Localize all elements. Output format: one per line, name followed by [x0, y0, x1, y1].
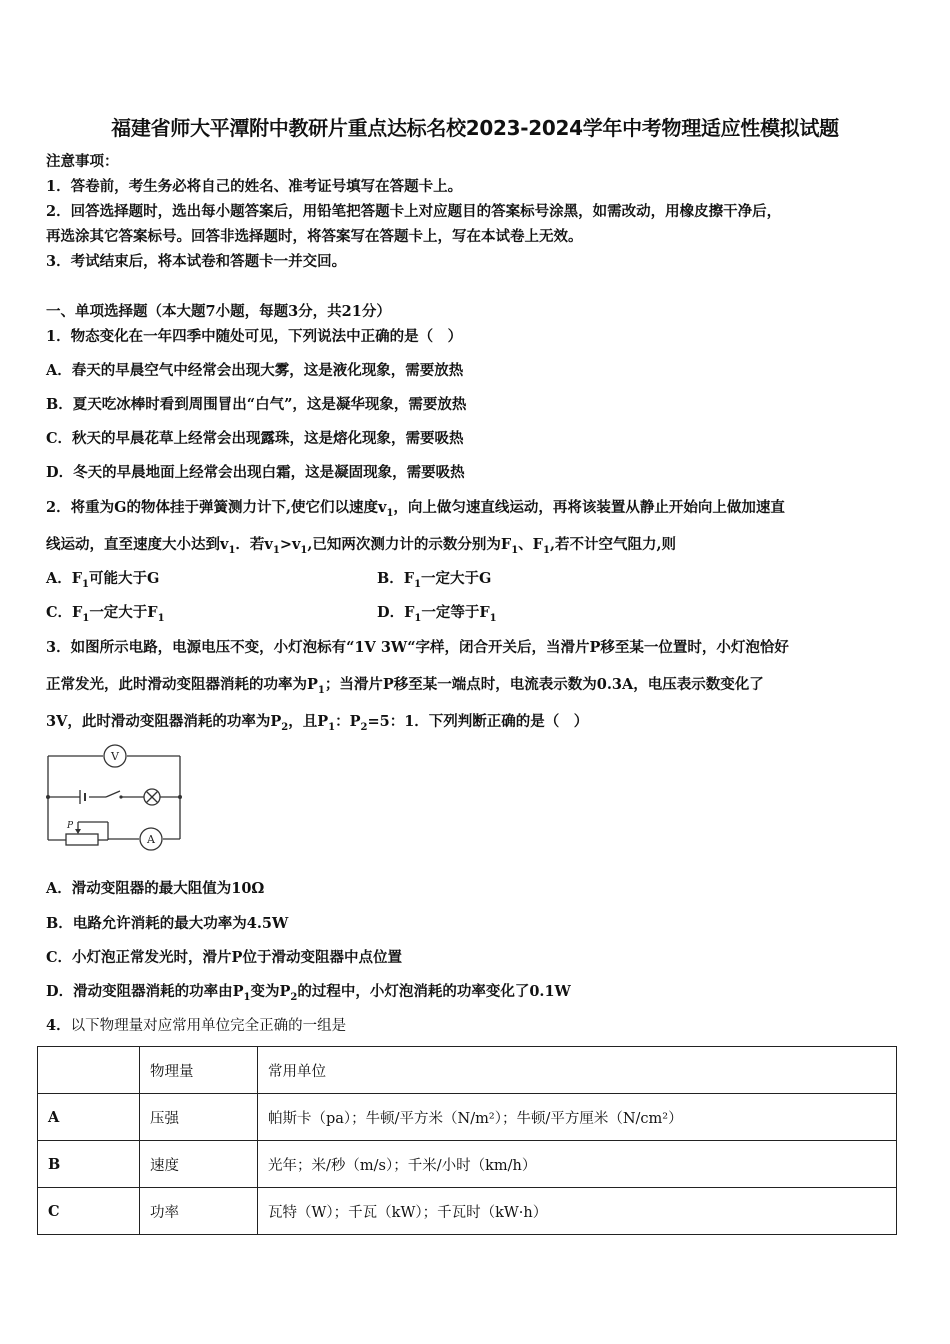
q3-text: ，且P — [288, 713, 329, 730]
table-row — [38, 1141, 897, 1188]
q1-option-b: B．夏天吃冰棒时看到周围冒出“白气”，这是凝华现象，需要放热 — [46, 396, 467, 413]
table-header-row — [38, 1047, 897, 1094]
q2-sub: 1 — [542, 544, 550, 556]
switch-lever — [106, 791, 120, 797]
q2-option-c — [46, 603, 165, 623]
q2-sub: 1 — [511, 544, 519, 556]
slider-label: P — [66, 821, 74, 831]
q3-text: 的过程中，小灯泡消耗的功率变化了0.1W — [297, 983, 571, 1000]
slider-arrowhead — [75, 829, 81, 834]
q2-text: 一定大于F — [89, 604, 158, 621]
q2-text: 一定等于F — [421, 604, 490, 621]
notice-item-3: 3．考试结束后，将本试卷和答题卡一并交回。 — [46, 253, 347, 270]
q2-text: ,若不计空气阻力,则 — [549, 536, 677, 553]
q3-stem-line3 — [46, 712, 588, 732]
circuit-diagram — [40, 742, 190, 854]
q4-stem — [46, 1016, 346, 1036]
table-cell-quantity: 功率 — [140, 1188, 258, 1235]
q2-sub: 1 — [414, 578, 422, 590]
notice-item-1: 1．答卷前，考生务必将自己的姓名、准考证号填写在答题卡上。 — [46, 178, 463, 195]
table-cell-quantity: 速度 — [140, 1141, 258, 1188]
q3-text: ；当滑片P移至某一端点时，电流表示数为0.3A，电压表示数变化了 — [324, 676, 764, 693]
table-cell-option: A — [38, 1094, 140, 1141]
q2-sub: 1 — [272, 544, 280, 556]
q3-option-a: A．滑动变阻器的最大阻值为10Ω — [46, 880, 265, 897]
q3-sub: 2 — [281, 721, 289, 733]
q2-text: >v — [279, 536, 301, 553]
q2-sub: 1 — [157, 612, 165, 624]
table-cell-option: C — [38, 1188, 140, 1235]
q2-sub: 1 — [489, 612, 497, 624]
notice-item-2b: 再选涂其它答案标号。回答非选择题时，将答案写在答题卡上，写在本试卷上无效。 — [46, 228, 583, 245]
table-cell-units: 帕斯卡（pa）；牛顿/平方米（N/m²）；牛顿/平方厘米（N/cm²） — [258, 1094, 897, 1141]
q2-option-d — [377, 603, 497, 623]
notice-heading: 注意事项： — [46, 153, 119, 170]
table-cell-quantity: 压强 — [140, 1094, 258, 1141]
q2-stem-line2 — [46, 535, 676, 555]
q2-text: 一定大于G — [421, 570, 492, 587]
rheostat — [66, 834, 98, 845]
q3-text: D．滑动变阻器消耗的功率由P — [46, 983, 244, 1000]
ammeter-label: A — [147, 833, 155, 846]
section-heading: 一、单项选择题（本大题7小题，每题3分，共21分） — [46, 303, 391, 320]
table-header-cell: 常用单位 — [258, 1047, 897, 1094]
q3-text: 变为P — [250, 983, 291, 1000]
q3-text: 3V，此时滑动变阻器消耗的功率为P — [46, 713, 282, 730]
q2-sub: 1 — [386, 507, 394, 519]
q1-option-c: C．秋天的早晨花草上经常会出现露珠，这是熔化现象，需要吸热 — [46, 430, 464, 447]
q1-stem: 1．物态变化在一年四季中随处可见，下列说法中正确的是（ ） — [46, 328, 463, 345]
q2-text: A．F — [46, 570, 83, 587]
q2-text: 可能大于G — [89, 570, 160, 587]
table-row — [38, 1188, 897, 1235]
q1-option-a: A．春天的早晨空气中经常会出现大雾，这是液化现象，需要放热 — [46, 362, 464, 379]
q4-number: 4． — [46, 1017, 71, 1034]
switch-contact — [119, 795, 122, 798]
q3-stem-line2 — [46, 675, 764, 695]
q2-text: ．若v — [235, 536, 273, 553]
q2-text: 、F — [518, 536, 543, 553]
q2-text: 2．将重为G的物体挂于弹簧测力计下,使它们以速度v — [46, 499, 387, 516]
table-cell-units: 瓦特（W）；千瓦（kW）；千瓦时（kW·h） — [258, 1188, 897, 1235]
q2-text: 线运动，直至速度大小达到v — [46, 536, 229, 553]
q2-stem-line1 — [46, 498, 785, 518]
q3-option-d — [46, 982, 571, 1002]
q2-sub: 1 — [414, 612, 422, 624]
q3-stem-line1: 3．如图所示电路，电源电压不变，小灯泡标有“1V 3W“字样，闭合开关后，当滑片P移至某一位置时，小灯泡恰好 — [46, 639, 789, 656]
junction-dot — [46, 795, 50, 799]
q3-option-b: B．电路允许消耗的最大功率为4.5W — [46, 915, 289, 932]
q3-sub: 2 — [290, 991, 298, 1003]
table-row — [38, 1094, 897, 1141]
q4-text: 以下物理量对应常用单位完全正确的一组是 — [70, 1018, 347, 1034]
q2-sub: 1 — [300, 544, 308, 556]
q2-sub: 1 — [228, 544, 236, 556]
q3-sub: 1 — [328, 721, 336, 733]
notice-item-2a: 2．回答选择题时，选出每小题答案后，用铅笔把答题卡上对应题目的答案标号涂黑，如需改动，用橡皮擦干净后， — [46, 203, 782, 220]
q3-text: 正常发光，此时滑动变阻器消耗的功率为P — [46, 676, 318, 693]
q3-text: =5：1．下列判断正确的是（ ） — [367, 713, 589, 730]
q2-option-b — [377, 569, 491, 589]
q3-sub: 1 — [317, 684, 325, 696]
table-cell-units: 光年；米/秒（m/s）；千米/小时（km/h） — [258, 1141, 897, 1188]
q2-sub: 1 — [82, 612, 90, 624]
q2-text: C．F — [46, 604, 83, 621]
table-header-cell — [38, 1047, 140, 1094]
q2-text: ,已知两次测力计的示数分别为F — [307, 536, 512, 553]
q3-sub: 2 — [360, 721, 368, 733]
table-cell-option: B — [38, 1141, 140, 1188]
q2-text: ，向上做匀速直线运动，再将该装置从静止开始向上做加速直 — [393, 499, 785, 516]
q2-text: B．F — [377, 570, 415, 587]
q3-option-c: C．小灯泡正常发光时，滑片P位于滑动变阻器中点位置 — [46, 949, 402, 966]
junction-dot — [178, 795, 182, 799]
units-table — [37, 1046, 897, 1235]
voltmeter-label: V — [111, 750, 119, 763]
q2-text: D．F — [377, 604, 415, 621]
q3-text: ：P — [335, 713, 361, 730]
table-header-cell: 物理量 — [140, 1047, 258, 1094]
q1-option-d: D．冬天的早晨地面上经常会出现白霜，这是凝固现象，需要吸热 — [46, 464, 465, 481]
q3-sub: 1 — [243, 991, 251, 1003]
q2-option-a — [46, 569, 159, 589]
page-title: 福建省师大平潭附中教研片重点达标名校2023-2024学年中考物理适应性模拟试题 — [111, 116, 839, 140]
q2-sub: 1 — [82, 578, 90, 590]
